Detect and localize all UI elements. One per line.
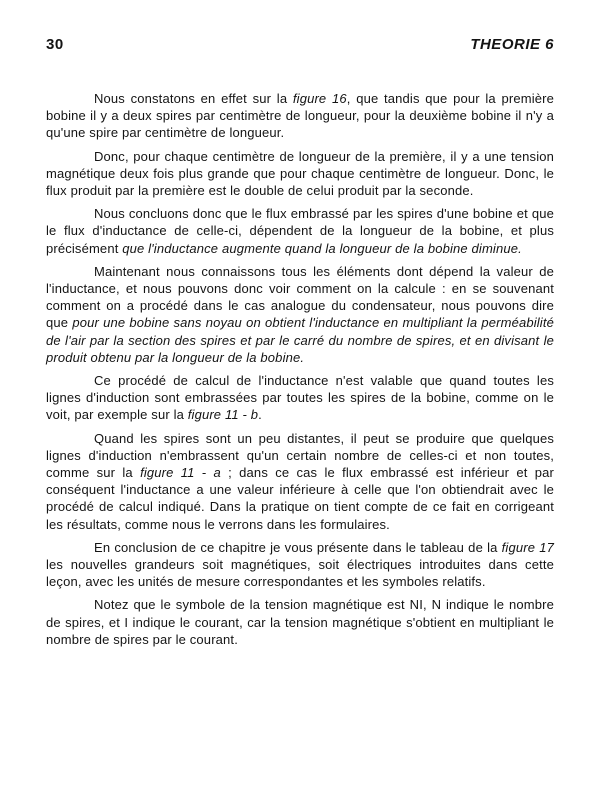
paragraph-text: Ce procédé de calcul de l'inductance n'est valable que quand toutes les lignes d'induction sont embrassées par toutes les spires de la bobine, comme on le voit, par exemple sur la — [46, 373, 554, 423]
paragraph-text: Quand les spires sont un peu distantes, il peut se produire que quelques lignes d'induction n'embrassent qu'un certain nombre de celles-ci et non toutes, comme sur la — [46, 430, 554, 481]
paragraph — [46, 90, 554, 142]
paragraph — [46, 539, 554, 591]
paragraph-text: Nous constatons en effet sur la — [94, 91, 293, 106]
paragraph — [46, 205, 554, 257]
paragraph-text: Maintenant nous connaissons tous les éléments dont dépend la valeur de l'inductance, et nous pouvons donc voir comment on la calcule : en se souvenant comment on a procédé dans le cas analogue du condensateur, nous pouvons dire que — [46, 263, 554, 331]
emphasis-text: figure 11 - a — [140, 465, 221, 481]
emphasis-text: figure 17 — [501, 539, 555, 555]
emphasis-text: pour une bobine sans noyau on obtient l'inductance en multipliant la perméabilité de l'air par la section des spires et par le carré du nombre de spires, et en divisant le produit obtenu par la longueur de la bobine. — [46, 315, 554, 365]
paragraph — [46, 596, 554, 648]
paragraph-text: les nouvelles grandeurs soit magnétiques, soit électriques introduites dans cette leçon, avec les unités de mesure correspondantes et les symboles relatifs. — [46, 557, 554, 590]
paragraph-text: En conclusion de ce chapitre je vous présente dans le tableau de la — [94, 539, 502, 555]
paragraph-text: Nous concluons donc que le flux embrassé par les spires d'une bobine et que le flux d'inductance de celle-ci, dépendent de la longueur de la bobine, et plus précisément — [46, 206, 554, 256]
emphasis-text: figure 16 — [292, 91, 347, 106]
page-header — [46, 34, 554, 54]
paragraph — [46, 372, 554, 424]
paragraph-text: , que tandis que pour la première bobine il y a deux spires par centimètre de longueur, pour la deuxième bobine il n'y a qu'une spire par centimètre de longueur. — [46, 91, 554, 141]
emphasis-text: figure 11 - b — [187, 407, 259, 423]
paragraph-text: ; dans ce cas le flux embrassé est inférieur et par conséquent l'inductance a une valeur inférieure à celle que l'on obtiendrait avec le procédé de calcul indiqué. Dans la pratique on tient compte de ce fait en corrigeant les résultats, comme nous le verrons dans les formulaires. — [46, 465, 554, 532]
body-text — [46, 90, 554, 654]
emphasis-text: que l'inductance augmente quand la longueur de la bobine diminue. — [122, 240, 522, 256]
paragraph — [46, 430, 554, 533]
paragraph — [46, 263, 554, 366]
page-number: 30 — [46, 35, 64, 53]
running-title: THEORIE 6 — [470, 35, 554, 53]
paragraph-text: Notez que le symbole de la tension magnétique est NI, N indique le nombre de spires, et I indique le courant, car la tension magnétique s'obtient en multipliant le nombre de spires par le courant. — [46, 597, 554, 647]
paragraph-text: . — [258, 407, 262, 423]
paragraph — [46, 148, 554, 200]
paragraph-text: Donc, pour chaque centimètre de longueur de la première, il y a une tension magnétique deux fois plus grande que pour chaque centimètre de longueur. Donc, le flux produit par la première est le double de celui produit par la seconde. — [46, 148, 554, 199]
